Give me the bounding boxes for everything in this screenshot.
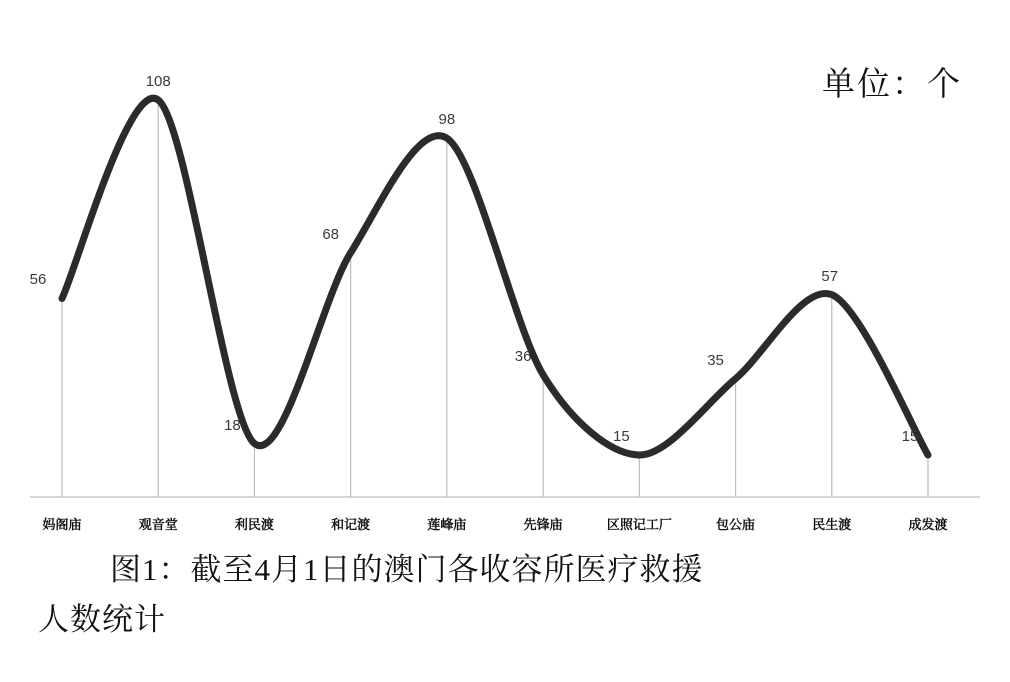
- figure-caption: [38, 545, 983, 645]
- caption-line-1: 图1：截至4月1日的澳门各收容所医疗救援: [110, 552, 704, 587]
- data-point-value: 68: [322, 225, 339, 243]
- x-axis-category-label: 观音堂: [138, 517, 178, 532]
- x-axis-category-label: 妈阁庙: [42, 517, 82, 532]
- x-axis-category-label: 和记渡: [331, 517, 371, 532]
- data-point-value: 57: [821, 267, 839, 285]
- data-point-value: 36: [514, 347, 532, 365]
- x-axis-category-label: 莲峰庙: [427, 517, 467, 532]
- x-axis-category-label: 包公庙: [716, 517, 756, 532]
- data-point-value: 98: [438, 111, 456, 129]
- caption-line-2: 人数统计: [38, 602, 166, 637]
- data-point-value: 15: [901, 428, 919, 445]
- data-point-value: 15: [612, 428, 630, 445]
- x-axis-category-label: 先锋庙: [523, 517, 563, 532]
- x-axis-category-label: 民生渡: [812, 517, 852, 532]
- x-axis-category-label: 成发渡: [908, 517, 948, 532]
- data-point-value: 35: [707, 351, 724, 369]
- x-axis-category-label: 区照记工厂: [606, 517, 672, 532]
- series-line: [62, 98, 928, 455]
- x-axis-category-label: 利民渡: [234, 517, 274, 532]
- data-point-value: 108: [145, 73, 171, 90]
- data-point-value: 56: [29, 271, 47, 289]
- unit-label: 单位：个: [822, 67, 962, 103]
- data-point-value: 18: [224, 416, 241, 434]
